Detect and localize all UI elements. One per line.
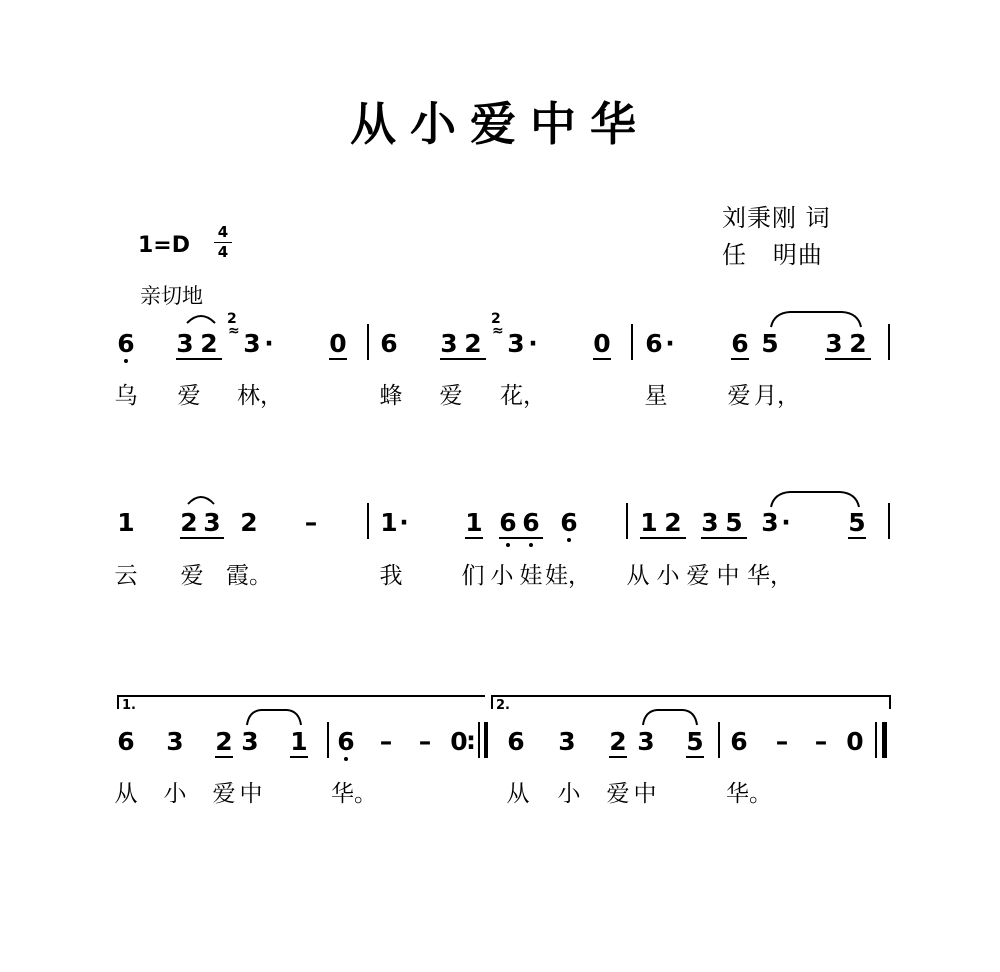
lyric: 华。: [331, 781, 377, 807]
final-barline-thin: [875, 722, 877, 758]
eighth-underline: [215, 756, 233, 758]
note: 6: [730, 727, 748, 756]
note: 6: [337, 727, 355, 756]
barline: [888, 324, 890, 360]
lyric: 娃，: [545, 563, 591, 589]
key-signature: 1=D: [138, 233, 191, 258]
second-ending-label: 2.: [496, 698, 510, 713]
eighth-underline: [593, 358, 611, 360]
note: 3: [507, 329, 525, 358]
grace-note: 2 ≈: [491, 312, 501, 326]
slur: [186, 312, 216, 324]
eighth-underline: [329, 358, 347, 360]
eighth-underline: [731, 358, 749, 360]
slur: [770, 310, 862, 328]
lyric: 爱: [439, 383, 463, 409]
note: 5: [725, 508, 743, 537]
eighth-underline: [848, 537, 866, 539]
second-ending-bracket: [491, 695, 891, 713]
lyric: 小: [490, 563, 514, 589]
grace-note: 2 ≈: [227, 312, 237, 326]
note: 6: [499, 508, 517, 537]
repeat-barline-thick: [484, 722, 488, 758]
dotted-mark: ·: [781, 508, 791, 537]
lyric: 们: [461, 563, 485, 589]
note: 3: [761, 508, 779, 537]
low-octave-dot: [506, 543, 510, 547]
lyric: 星: [644, 383, 668, 409]
note: 1: [465, 508, 483, 537]
lyric: 华，: [747, 563, 793, 589]
note: 0: [593, 329, 611, 358]
note: 6: [380, 329, 398, 358]
note: 3: [637, 727, 655, 756]
lyric: 娃: [519, 563, 543, 589]
note: 6: [560, 508, 578, 537]
eighth-underline: [640, 537, 686, 539]
eighth-underline: [176, 358, 222, 360]
note: 6: [731, 329, 749, 358]
eighth-underline: [465, 537, 483, 539]
time-signature-bottom: 4: [217, 243, 229, 261]
note: 3: [203, 508, 221, 537]
composer-credit: 任 明曲: [722, 241, 823, 269]
note: 6: [117, 329, 135, 358]
low-octave-dot: [567, 538, 571, 542]
lyric: 小: [163, 781, 187, 807]
note: 3: [243, 329, 261, 358]
note: 3: [825, 329, 843, 358]
note: 3: [176, 329, 194, 358]
lyric: 小: [557, 781, 581, 807]
dash: –: [814, 727, 828, 756]
slur: [642, 708, 698, 726]
lyric: 花，: [500, 383, 546, 409]
note: 6: [507, 727, 525, 756]
eighth-underline: [686, 756, 704, 758]
barline: [367, 324, 369, 360]
note: 3: [241, 727, 259, 756]
lyric: 乌: [114, 383, 138, 409]
lyric: 从: [114, 781, 138, 807]
note: 2: [849, 329, 867, 358]
lyric: 小: [656, 563, 680, 589]
final-barline-thick: [882, 722, 887, 758]
note: 2: [240, 508, 258, 537]
tempo-marking: 亲切地: [140, 284, 203, 308]
repeat-dots: :: [466, 726, 476, 755]
note: 1: [640, 508, 658, 537]
dotted-mark: ·: [399, 508, 409, 537]
barline: [367, 503, 369, 539]
note: 2: [180, 508, 198, 537]
low-octave-dot: [529, 543, 533, 547]
eighth-underline: [440, 358, 486, 360]
lyric: 爱: [606, 781, 630, 807]
note: 1: [117, 508, 135, 537]
dash: –: [379, 727, 393, 756]
lyric: 爱: [727, 383, 751, 409]
note: 3: [701, 508, 719, 537]
eighth-underline: [290, 756, 308, 758]
note: 5: [686, 727, 704, 756]
lyricist-credit: 刘秉刚 词: [722, 204, 831, 232]
slur: [246, 708, 302, 726]
eighth-underline: [499, 537, 543, 539]
dotted-mark: ·: [264, 329, 274, 358]
dash: –: [418, 727, 432, 756]
lyric: 华。: [726, 781, 772, 807]
song-title: 从小爱中华: [350, 97, 650, 151]
note: 1: [380, 508, 398, 537]
lyric: 中: [716, 563, 740, 589]
lyric: 爱: [180, 563, 204, 589]
time-signature-top: 4: [214, 225, 232, 243]
note: 3: [440, 329, 458, 358]
slur: [187, 493, 215, 505]
note: 2: [609, 727, 627, 756]
note: 3: [166, 727, 184, 756]
lyric: 中: [239, 781, 263, 807]
note: 5: [761, 329, 779, 358]
lyric: 从: [506, 781, 530, 807]
lyric: 我: [379, 563, 403, 589]
low-octave-dot: [344, 757, 348, 761]
slur: [770, 490, 860, 508]
dash: –: [775, 727, 789, 756]
note: 2: [664, 508, 682, 537]
barline: [327, 722, 329, 758]
note: 6: [117, 727, 135, 756]
eighth-underline: [825, 358, 871, 360]
lyric: 从: [626, 563, 650, 589]
note: 2: [200, 329, 218, 358]
lyric: 爱: [686, 563, 710, 589]
time-signature: [214, 225, 232, 260]
lyric: 云: [114, 563, 138, 589]
note: 2: [464, 329, 482, 358]
note: 0: [329, 329, 347, 358]
note: 5: [848, 508, 866, 537]
first-ending-bracket: [117, 695, 485, 713]
lyric: 爱: [177, 383, 201, 409]
lyric: 霞。: [226, 563, 272, 589]
note: 6: [522, 508, 540, 537]
lyric: 蜂: [379, 383, 403, 409]
dash: –: [304, 508, 318, 537]
lyric: 月，: [754, 383, 800, 409]
lyric: 中: [633, 781, 657, 807]
low-octave-dot: [124, 359, 128, 363]
note: 0: [450, 727, 468, 756]
lyric: 爱: [212, 781, 236, 807]
lyric: 林，: [237, 383, 283, 409]
barline: [626, 503, 628, 539]
first-ending-label: 1.: [122, 698, 136, 713]
note: 0: [846, 727, 864, 756]
note: 2: [215, 727, 233, 756]
eighth-underline: [701, 537, 747, 539]
barline: [631, 324, 633, 360]
note: 3: [558, 727, 576, 756]
barline: [478, 722, 480, 758]
barline: [718, 722, 720, 758]
eighth-underline: [180, 537, 224, 539]
dotted-mark: ·: [665, 329, 675, 358]
barline: [888, 503, 890, 539]
dotted-mark: ·: [528, 329, 538, 358]
note: 6: [645, 329, 663, 358]
eighth-underline: [609, 756, 627, 758]
note: 1: [290, 727, 308, 756]
